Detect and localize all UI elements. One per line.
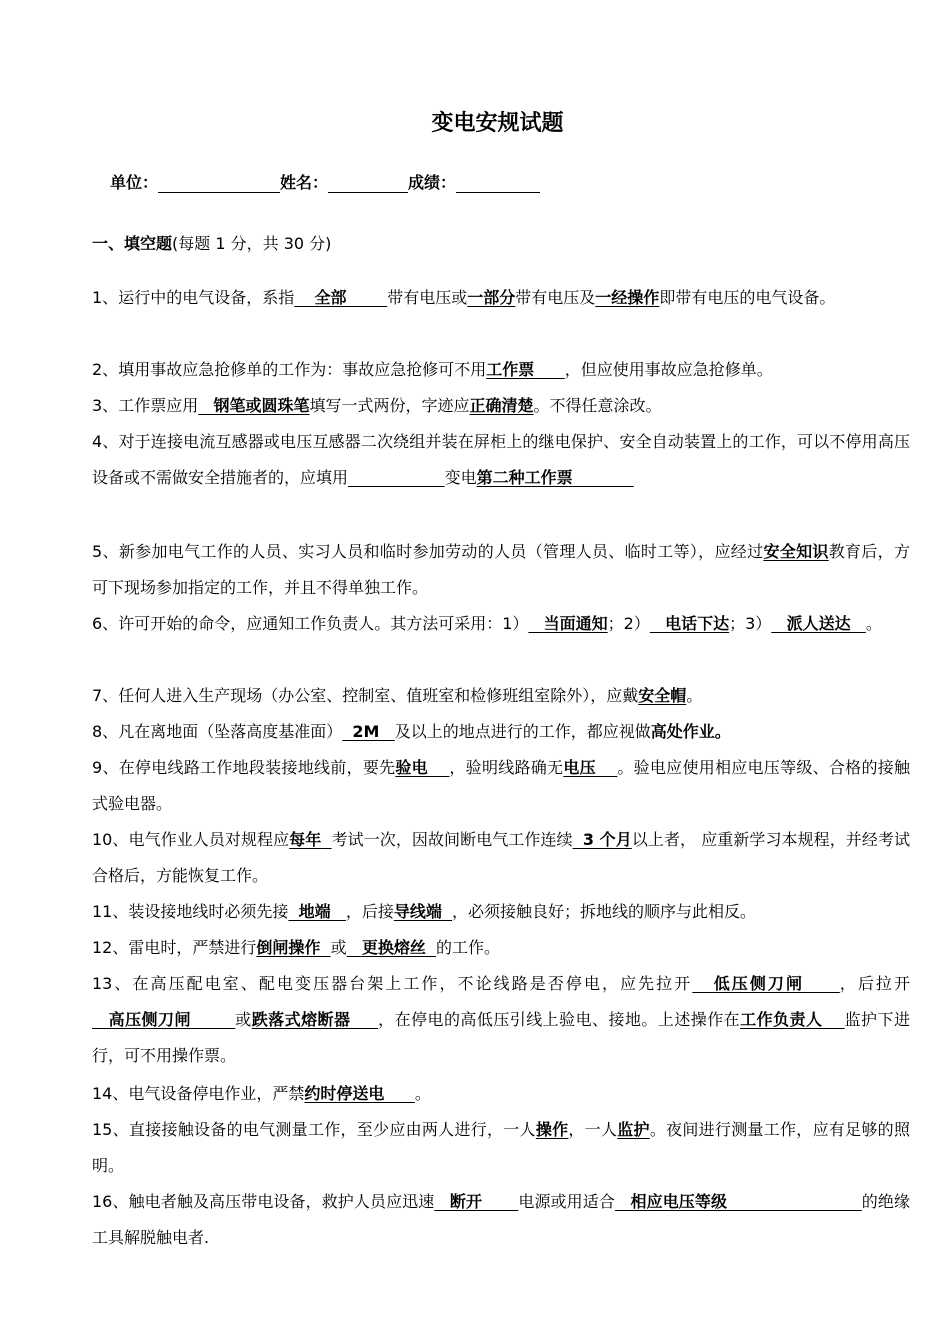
question-text: 。验电应使用相应电压等级、合格的接触式验电器。 — [92, 758, 910, 813]
question-6 — [92, 606, 910, 642]
question-9 — [92, 750, 910, 822]
question-number: 11、 — [92, 902, 129, 921]
answer: 安全帽 — [638, 686, 687, 705]
question-text: 教育后，方可下现场参加指定的工作，并且不得单独工作。 — [92, 542, 910, 597]
question-13 — [92, 966, 910, 1074]
question-text: ，必须接触良好；拆地线的顺序与此相反。 — [452, 902, 757, 921]
answer: 电话下达 — [665, 614, 730, 633]
question-text: 带有电压及 — [515, 288, 596, 307]
question-2 — [92, 352, 910, 388]
question-11 — [92, 894, 910, 930]
question-text: 。夜间进行测量工作，应有足够的照明。 — [92, 1120, 910, 1175]
question-15 — [92, 1112, 910, 1184]
question-text: ，在停电的高低压引线上验电、接地。上述操作在 — [378, 1010, 741, 1029]
question-text: 。不得任意涂改。 — [533, 396, 662, 415]
score-blank — [456, 174, 540, 193]
question-text: 变电 — [444, 468, 477, 487]
question-1 — [92, 280, 910, 316]
question-text: ；2） — [607, 614, 650, 633]
answer: 钢笔或圆珠笔 — [213, 396, 310, 415]
question-text: 的绝缘工具解脱触电者. — [92, 1192, 910, 1247]
question-7 — [92, 678, 910, 714]
question-text: 或 — [330, 938, 347, 957]
exam-header — [110, 170, 540, 193]
name-label: 姓名： — [280, 173, 329, 192]
answer: 安全知识 — [763, 542, 829, 561]
answer: 一经操作 — [595, 288, 660, 307]
question-number: 9、 — [92, 758, 119, 777]
unit-blank — [158, 174, 280, 193]
question-text: ，但应使用事故应急抢修单。 — [564, 360, 773, 379]
answer: 高处作业。 — [650, 722, 731, 741]
question-number: 8、 — [92, 722, 119, 741]
answer: 正确清楚 — [469, 396, 534, 415]
answer: 验电 — [395, 758, 428, 777]
question-10 — [92, 822, 910, 894]
question-text: 雷电时，严禁进行 — [128, 938, 257, 957]
question-text: 监护下进行，可不用操作票。 — [92, 1010, 910, 1065]
question-text: 电源或用适合 — [518, 1192, 615, 1211]
question-text: 在高压配电室、配电变压器台架上工作，不论线路是否停电，应先拉开 — [132, 974, 693, 993]
page-title: 变电安规试题 — [431, 111, 564, 136]
answer: 导线端 — [393, 902, 442, 921]
answer: 电压 — [563, 758, 596, 777]
answer: 低压侧刀闸 — [713, 974, 805, 993]
question-text: 。 — [686, 686, 703, 705]
question-number: 7、 — [92, 686, 119, 705]
question-text: 装设接地线时必须先接 — [128, 902, 289, 921]
question-text: 电气设备停电作业，严禁 — [128, 1084, 305, 1103]
question-text: 工作票应用 — [118, 396, 199, 415]
question-text: 即带有电压的电气设备。 — [659, 288, 836, 307]
answer: 工作票 — [486, 360, 535, 379]
question-3 — [92, 388, 910, 424]
question-5 — [92, 534, 910, 606]
question-number: 16、 — [92, 1192, 129, 1211]
question-text: 。 — [414, 1084, 431, 1103]
answer: 跌落式熔断器 — [251, 1010, 351, 1029]
question-text: ；3） — [729, 614, 772, 633]
question-text: 或 — [235, 1010, 252, 1029]
answer: 第二种工作票 — [476, 468, 573, 487]
question-text: ，后拉开 — [839, 974, 910, 993]
question-number: 15、 — [92, 1120, 129, 1139]
question-number: 3、 — [92, 396, 119, 415]
answer: 更换熔丝 — [361, 938, 426, 957]
score-label: 成绩： — [408, 173, 457, 192]
question-text: 带有电压或 — [387, 288, 468, 307]
question-16 — [92, 1184, 910, 1256]
question-text: 在停电线路工作地段装接地线前，要先 — [118, 758, 396, 777]
question-text: 许可开始的命令，应通知工作负责人。其方法可采用：1） — [118, 614, 529, 633]
question-text: 的工作。 — [436, 938, 501, 957]
answer: 操作 — [535, 1120, 569, 1139]
question-text: ，验明线路确无 — [449, 758, 564, 777]
answer: 派人送达 — [786, 614, 851, 633]
answer: 全部 — [314, 288, 347, 307]
answer: 断开 — [449, 1192, 483, 1211]
question-12 — [92, 930, 910, 966]
answer: 每年 — [289, 830, 322, 849]
answer: 倒闸操作 — [256, 938, 321, 957]
answer: 地端 — [298, 902, 331, 921]
answer: 工作负责人 — [740, 1010, 823, 1029]
answer: 2M — [352, 722, 380, 741]
question-number: 6、 — [92, 614, 119, 633]
answer: 3 个月 — [582, 830, 632, 849]
section-note: (每题 1 分，共 30 分) — [172, 234, 332, 253]
answer: 高压侧刀闸 — [108, 1010, 191, 1029]
question-text: 填写一式两份，字迹应 — [309, 396, 470, 415]
unit-label: 单位： — [110, 173, 159, 192]
question-text: 凡在离地面（坠落高度基准面） — [118, 722, 343, 741]
question-text: 运行中的电气设备，系指 — [118, 288, 295, 307]
question-text: 对于连接电流互感器或电压互感器二次绕组并装在屏柜上的继电保护、安全自动装置上的工作，可以不停用高压设备或不需做安全措施者的，应填用 — [92, 432, 910, 487]
question-number: 14、 — [92, 1084, 129, 1103]
question-text: ，一人 — [568, 1120, 618, 1139]
question-text: ，后接 — [345, 902, 394, 921]
question-number: 13、 — [92, 974, 133, 993]
answer: 约时停送电 — [304, 1084, 385, 1103]
answer: 当面通知 — [543, 614, 608, 633]
question-text: 。 — [865, 614, 882, 633]
question-number: 10、 — [92, 830, 129, 849]
question-text: 任何人进入生产现场（办公室、控制室、值班室和检修班组室除外），应戴 — [118, 686, 639, 705]
question-text: 触电者触及高压带电设备，救护人员应迅速 — [128, 1192, 435, 1211]
question-text: 直接接触设备的电气测量工作，至少应由两人进行，一人 — [128, 1120, 536, 1139]
section-title: 一、填空题 — [92, 234, 173, 253]
answer: 相应电压等级 — [630, 1192, 728, 1211]
section-heading — [92, 231, 331, 254]
question-number: 2、 — [92, 360, 119, 379]
question-number: 12、 — [92, 938, 129, 957]
question-number: 4、 — [92, 432, 119, 451]
question-text: 新参加电气工作的人员、实习人员和临时参加劳动的人员（管理人员、临时工等），应经过 — [118, 542, 764, 561]
question-number: 5、 — [92, 542, 119, 561]
question-text: 及以上的地点进行的工作，都应视做 — [394, 722, 651, 741]
name-blank — [328, 174, 408, 193]
question-text: 考试一次，因故间断电气工作连续 — [331, 830, 573, 849]
question-text: 电气作业人员对规程应 — [128, 830, 290, 849]
question-number: 1、 — [92, 288, 119, 307]
question-8 — [92, 714, 910, 750]
question-text: 以上者， 应重新学习本规程，并经考试合格后，方能恢复工作。 — [92, 830, 910, 885]
answer: 监护 — [617, 1120, 650, 1139]
question-14 — [92, 1076, 910, 1112]
answer: 一部分 — [467, 288, 516, 307]
question-4 — [92, 424, 910, 496]
question-text: 填用事故应急抢修单的工作为：事故应急抢修可不用 — [118, 360, 487, 379]
